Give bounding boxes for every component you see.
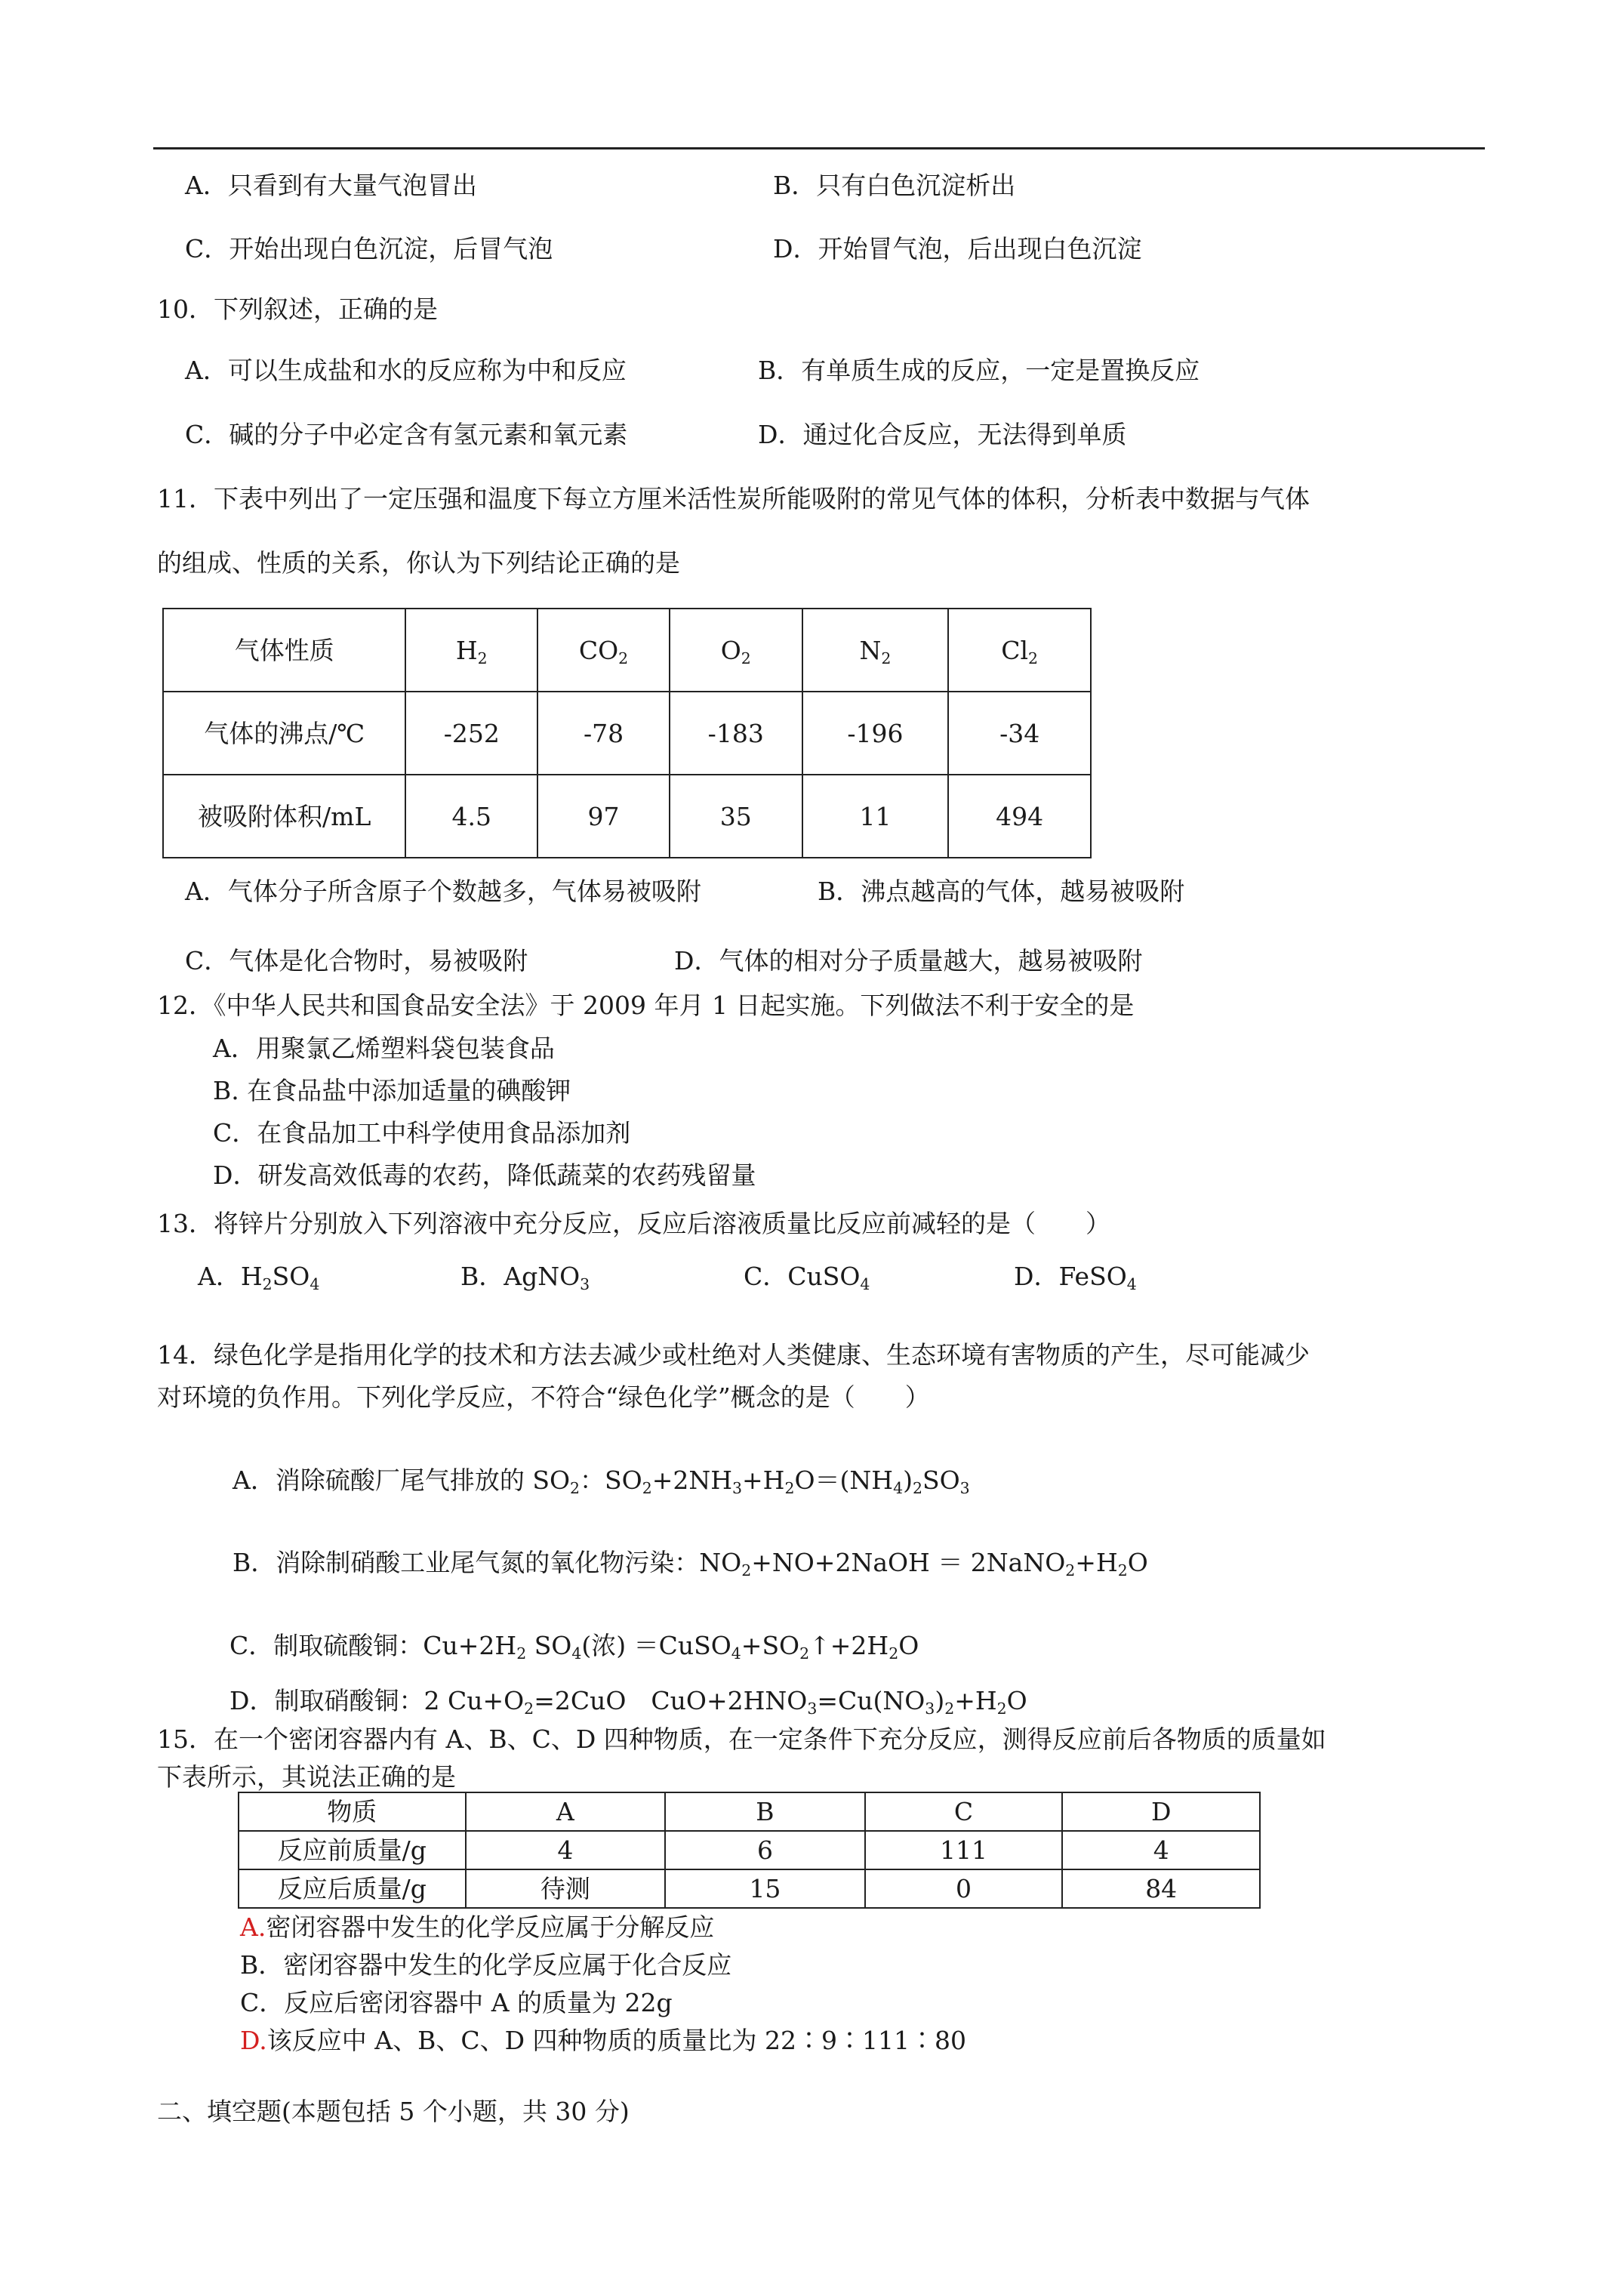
table-cell: 反应前质量/g	[239, 1831, 466, 1869]
q15-stem-line1: 15．在一个密闭容器内有 A、B、C、D 四种物质，在一定条件下充分反应，测得反应前后各物质的质量如	[157, 1724, 1326, 1754]
q13-option-d: D．FeSO$_4$	[1014, 1262, 1137, 1294]
table-cell: 6	[665, 1831, 865, 1869]
gas-header-h2: $H_2$	[405, 609, 537, 692]
table-cell: -252	[405, 692, 537, 775]
q10-option-b: B．有单质生成的反应，一定是置换反应	[758, 356, 1200, 385]
table-header-cell: C	[865, 1792, 1063, 1831]
table-header-cell: B	[665, 1792, 865, 1831]
table-cell: -183	[670, 692, 802, 775]
row-label-boiling-point: 气体的沸点/℃	[163, 692, 405, 775]
table-row	[163, 775, 1091, 858]
table-cell: 494	[948, 775, 1091, 858]
q15-option-c: C．反应后密闭容器中 A 的质量为 22g	[240, 1988, 673, 2017]
q11-option-d: D．气体的相对分子质量越大，越易被吸附	[674, 946, 1143, 975]
q12-option-a: A．用聚氯乙烯塑料袋包装食品	[213, 1034, 555, 1063]
table-header-cell: 物质	[239, 1792, 466, 1831]
table-cell: -34	[948, 692, 1091, 775]
q12-option-c: C．在食品加工中科学使用食品添加剂	[213, 1118, 631, 1148]
row-label-adsorbed-volume: 被吸附体积/mL	[163, 775, 405, 858]
header-rule	[153, 147, 1485, 149]
table-header-cell: 气体性质	[163, 609, 405, 692]
q11-option-b: B．沸点越高的气体，越易被吸附	[818, 877, 1185, 906]
table-cell: 4	[466, 1831, 666, 1869]
gas-header-co2: $CO_2$	[537, 609, 670, 692]
table-header-cell: D	[1062, 1792, 1260, 1831]
table-row	[239, 1792, 1260, 1831]
q9-option-c: C．开始出现白色沉淀，后冒气泡	[185, 234, 553, 264]
q12-option-d: D．研发高效低毒的农药，降低蔬菜的农药残留量	[213, 1160, 756, 1190]
table-row	[163, 609, 1091, 692]
q14-option-d: D．制取硝酸铜：2 $Cu+O_2=2CuO$ $CuO+2HNO_3=Cu(NO_3)_2+H_2O$	[229, 1686, 1027, 1718]
q15-option-b: B．密闭容器中发生的化学反应属于化合反应	[240, 1950, 732, 1980]
q10-stem: 10．下列叙述，正确的是	[157, 294, 438, 324]
q12-option-b: B. 在食品盐中添加适量的碘酸钾	[213, 1076, 571, 1105]
q15-option-d: D.该反应中 A、B、C、D 四种物质的质量比为 22∶9∶111∶80	[240, 2026, 967, 2055]
table-cell: -78	[537, 692, 670, 775]
q13-option-b: B．AgNO$_3$	[460, 1262, 590, 1294]
q13-option-c: C．CuSO$_4$	[744, 1262, 870, 1294]
q11-option-a: A．气体分子所含原子个数越多，气体易被吸附	[185, 877, 701, 906]
q14-option-a: A．消除硫酸厂尾气排放的 $SO_2$：$SO_2+2NH_3+H_2O=(NH_4)_2SO_3$	[233, 1465, 970, 1498]
table-cell: 4.5	[405, 775, 537, 858]
q9-option-d: D．开始冒气泡，后出现白色沉淀	[773, 234, 1142, 264]
q15-option-a-letter: A.	[240, 1912, 266, 1942]
table-cell: 0	[865, 1869, 1063, 1908]
table-header-cell: A	[466, 1792, 666, 1831]
table-row	[239, 1831, 1260, 1869]
table-row	[163, 692, 1091, 775]
table-cell: -196	[802, 692, 949, 775]
table-cell: 待测	[466, 1869, 666, 1908]
section-2-heading: 二、填空题(本题包括 5 个小题，共 30 分)	[157, 2097, 630, 2126]
q15-stem-line2: 下表所示，其说法正确的是	[157, 1762, 456, 1792]
table-cell: 35	[670, 775, 802, 858]
q14-stem-line2: 对环境的负作用。下列化学反应，不符合“绿色化学”概念的是（ ）	[157, 1382, 930, 1412]
q11-gas-table	[162, 608, 1092, 858]
q14-option-b: B．消除制硝酸工业尾气氮的氧化物污染：$NO_2+NO+2NaOH$ ＝ $2NaNO_2+H_2O$	[233, 1548, 1148, 1580]
table-cell: 反应后质量/g	[239, 1869, 466, 1908]
table-cell: 4	[1062, 1831, 1260, 1869]
gas-header-n2: $N_2$	[802, 609, 949, 692]
table-cell: 84	[1062, 1869, 1260, 1908]
q11-option-c: C．气体是化合物时，易被吸附	[185, 946, 528, 975]
q10-option-c: C．碱的分子中必定含有氢元素和氧元素	[185, 420, 628, 449]
q11-stem-line2: 的组成、性质的关系，你认为下列结论正确的是	[157, 548, 680, 578]
q15-option-a: A.密闭容器中发生的化学反应属于分解反应	[240, 1912, 715, 1942]
q12-stem: 12．《中华人民共和国食品安全法》于 2009 年月 1 日起实施。下列做法不利于安全的是	[157, 991, 1135, 1020]
q10-option-d: D．通过化合反应，无法得到单质	[758, 420, 1127, 449]
q14-stem-line1: 14．绿色化学是指用化学的技术和方法去减少或杜绝对人类健康、生态环境有害物质的产生，尽可能减少	[157, 1340, 1310, 1370]
table-cell: 11	[802, 775, 949, 858]
q14-option-c: C．制取硫酸铜：$Cu+2H_2$ $SO_4$(浓) $=CuSO_4+SO_2↑+2H_2O$	[229, 1631, 919, 1663]
q15-mass-table	[238, 1792, 1261, 1909]
q9-option-b: B．只有白色沉淀析出	[773, 171, 1016, 200]
q13-option-a: A．$H_2SO_4$	[198, 1262, 320, 1294]
q10-option-a: A．可以生成盐和水的反应称为中和反应	[185, 356, 627, 385]
table-cell: 15	[665, 1869, 865, 1908]
table-cell: 97	[537, 775, 670, 858]
table-cell: 111	[865, 1831, 1063, 1869]
q15-option-d-letter: D.	[240, 2026, 267, 2055]
q9-option-a: A．只看到有大量气泡冒出	[185, 171, 477, 200]
gas-header-o2: $O_2$	[670, 609, 802, 692]
q13-stem: 13．将锌片分别放入下列溶液中充分反应，反应后溶液质量比反应前减轻的是（ ）	[157, 1209, 1110, 1238]
q11-stem-line1: 11．下表中列出了一定压强和温度下每立方厘米活性炭所能吸附的常见气体的体积，分析表中数据与气体	[157, 484, 1310, 513]
gas-header-cl2: $Cl_2$	[948, 609, 1091, 692]
table-row	[239, 1869, 1260, 1908]
